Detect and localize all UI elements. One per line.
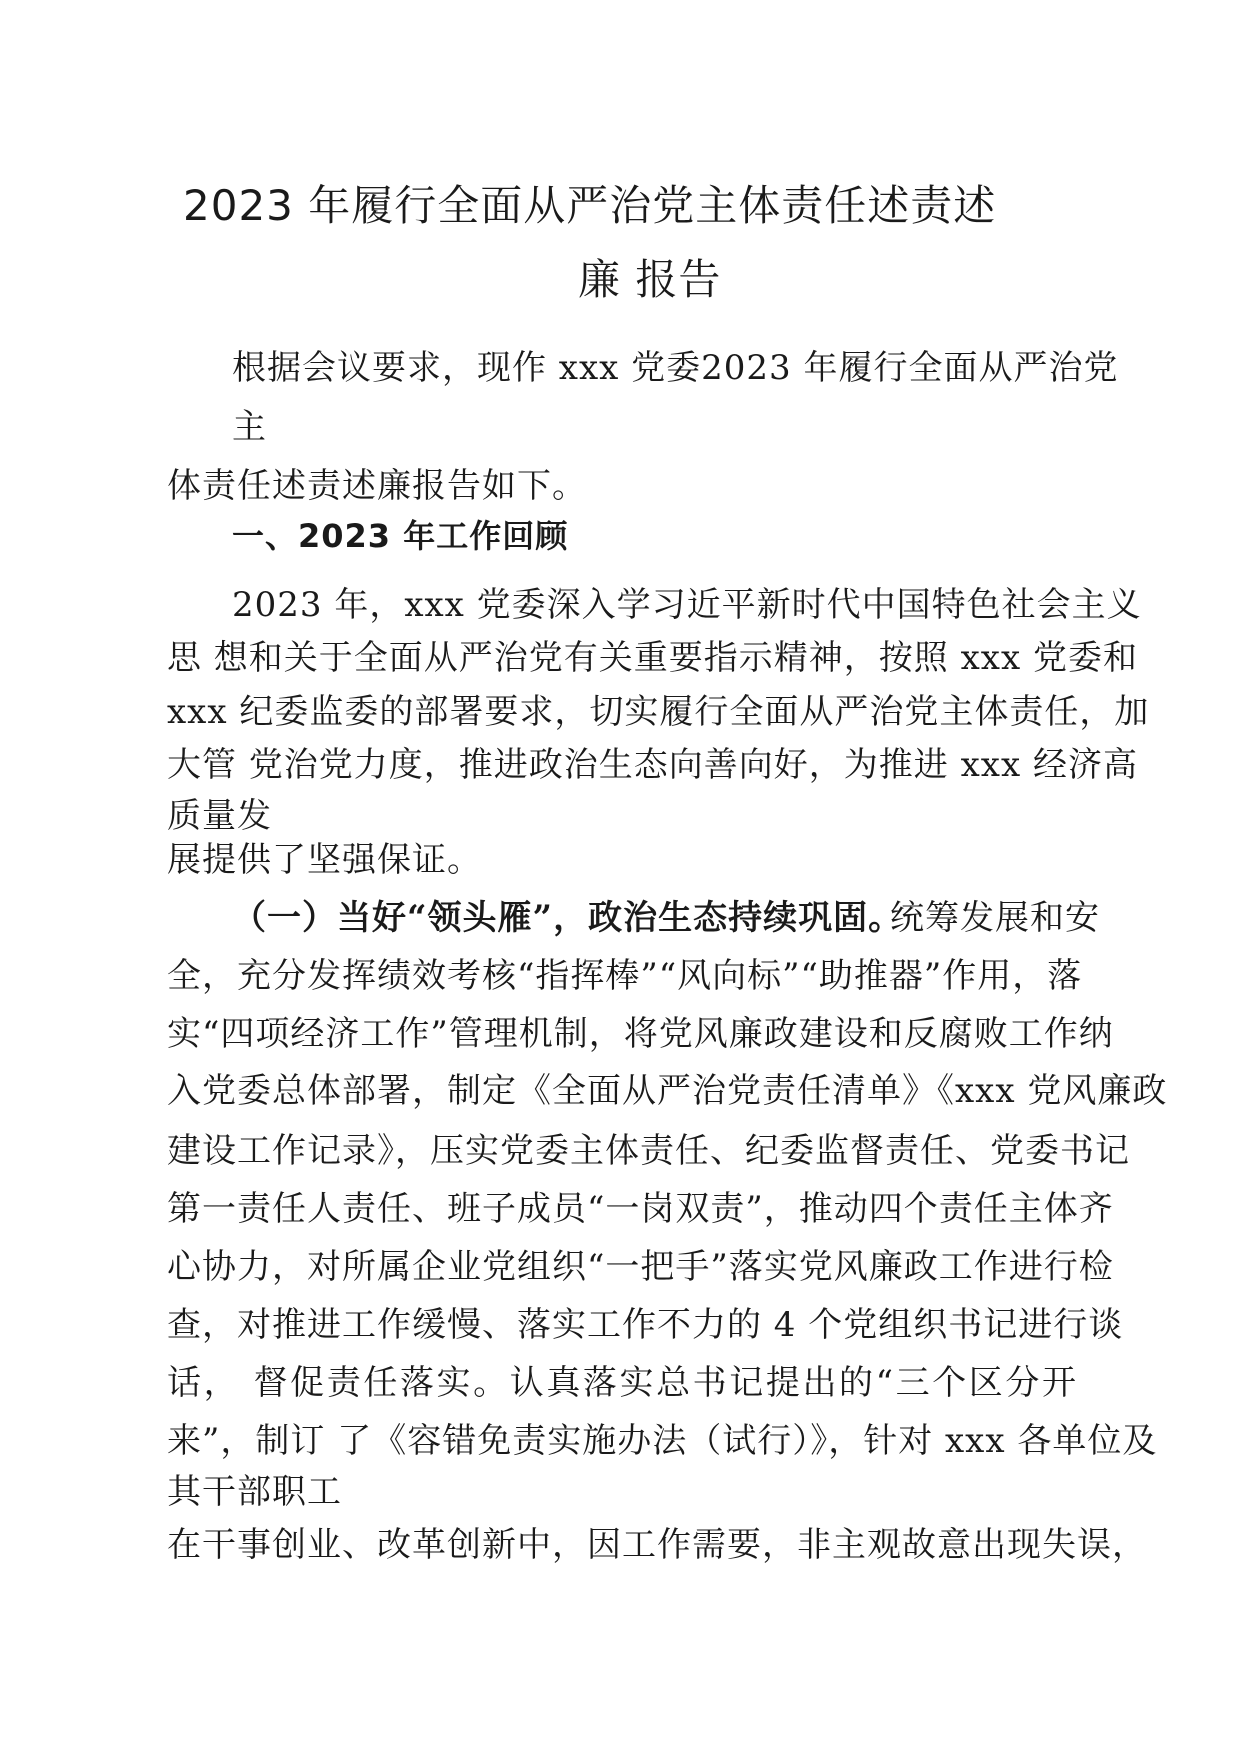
- paragraph-line: 2023 年，xxx 党委深入学习近平新时代中国特色社会主义: [232, 585, 1142, 625]
- paragraph-line: 大管 党治党力度，推进政治生态向善向好，为推进 xxx 经济高: [167, 745, 1138, 785]
- paragraph-line: xxx 纪委监委的部署要求，切实履行全面从严治党主体责任，加: [167, 692, 1150, 732]
- paragraph-line: 来”，制订 了《容错免责实施办法（试行）》，针对 xxx 各单位及: [167, 1421, 1158, 1461]
- paragraph-line: 思 想和关于全面从严治党有关重要指示精神，按照 xxx 党委和: [167, 638, 1138, 678]
- intro-line: 体责任述责述廉报告如下。: [167, 466, 587, 506]
- paragraph-line: 查，对推进工作缓慢、落实工作不力的 4 个党组织书记进行谈: [167, 1305, 1124, 1345]
- intro-line: 主: [232, 407, 267, 447]
- paragraph-line: 建设工作记录》，压实党委主体责任、纪委监督责任、党委书记: [167, 1131, 1130, 1171]
- paragraph-line: 第一责任人责任、班子成员“一岗双责”，推动四个责任主体齐: [167, 1189, 1114, 1229]
- paragraph-line: 在干事创业、改革创新中，因工作需要，非主观故意出现失误，: [167, 1525, 1147, 1565]
- paragraph-line: 心协力，对所属企业党组织“一把手”落实党风廉政工作进行检: [167, 1247, 1114, 1287]
- paragraph-line: 全，充分发挥绩效考核“指挥棒”“风向标”“助推器”作用，落: [167, 956, 1083, 996]
- section-heading: 一、2023 年工作回顾: [232, 517, 569, 555]
- subsection-title: （一）当好“领头雁”，政治生态持续巩固。: [232, 898, 904, 938]
- paragraph-line: 话， 督促责任落实。认真落实总书记提出的“三个区分开: [167, 1363, 1077, 1403]
- document-title-line-2: 廉 报告: [578, 255, 722, 304]
- paragraph-line: 实“四项经济工作”管理机制，将党风廉政建设和反腐败工作纳: [167, 1014, 1114, 1054]
- paragraph-line: 其干部职工: [167, 1472, 342, 1512]
- paragraph-line: 展提供了坚强保证。: [167, 840, 482, 880]
- paragraph-line: 质量发: [167, 796, 272, 836]
- intro-line: 根据会议要求，现作 xxx 党委2023 年履行全面从严治党: [232, 348, 1119, 388]
- document-title-line-1: 2023 年履行全面从严治党主体责任述责述: [183, 181, 997, 230]
- paragraph-line: 统筹发展和安: [890, 898, 1100, 938]
- paragraph-line: 入党委总体部署，制定《全面从严治党责任清单》《xxx 党风廉政: [167, 1071, 1168, 1111]
